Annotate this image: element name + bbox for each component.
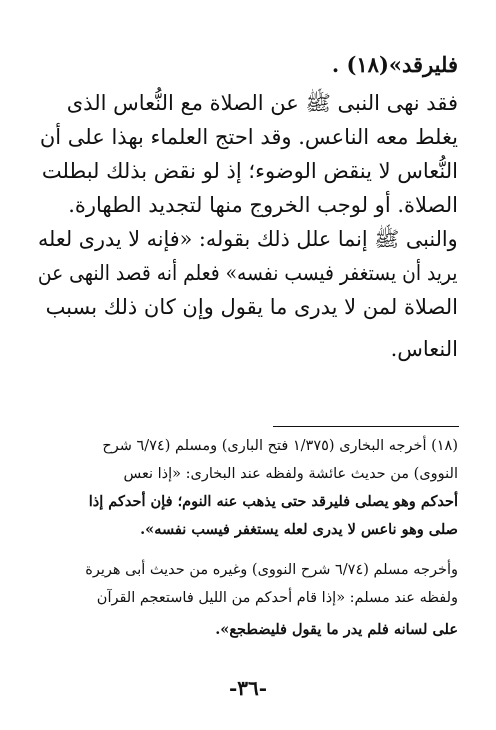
body-line-3: النُّعاس لا ينقض الوضوء؛ إذ لو نقض بذلك لبطلت (41, 159, 458, 183)
body-line-7: الصلاة لمن لا يدرى ما يقول وإن كان ذلك بسبب (45, 295, 458, 319)
footnote-divider (273, 426, 459, 427)
footnote-line-3: أحدكم وهو يصلى فليرقد حتى يذهب عنه النوم؛ فإن أحدكم إذا (88, 493, 458, 510)
page-number: -٣٦- (228, 676, 268, 700)
footnote-line-2: النووى) من حديث عائشة ولفظه عند البخارى: «إذا نعس (123, 466, 458, 482)
body-line-6: يريد أن يستغفر فيسب نفسه» فعلم أنه قصد النهى عن (38, 261, 458, 285)
body-line-8: النعاس. (390, 337, 458, 361)
footnote-line-6: ولفظه عند مسلم: «إذا قام أحدكم من الليل فاستعجم القرآن (96, 590, 458, 606)
footnote-line-1: (١٨) أخرجه البخارى (١/٣٧٥ فتح البارى) ومسلم (٦/٧٤ شرح (102, 438, 458, 454)
body-line-4: الصلاة. أو لوجب الخروج منها لتجديد الطهارة. (68, 193, 458, 217)
body-line-5: والنبى ﷺ إنما علل ذلك بقوله: «فإنه لا يدرى لعله (38, 227, 458, 251)
body-line-1: فقد نهى النبى ﷺ عن الصلاة مع النُّعاس الذى (66, 91, 458, 115)
footnote-line-7: على لسانه فلم يدر ما يقول فليضطجع». (215, 621, 458, 638)
footnote-line-5: وأخرجه مسلم (٦/٧٤ شرح النووى) وغيره من حديث أبى هريرة (85, 562, 458, 578)
body-line-2: يغلط معه الناعس. وقد احتج العلماء بهذا على أن (39, 125, 458, 149)
heading-line: فليرقد»(١٨) . (331, 52, 458, 77)
footnote-line-4: صلى وهو ناعس لا يدرى لعله يستغفر فيسب نفسه». (140, 521, 458, 538)
